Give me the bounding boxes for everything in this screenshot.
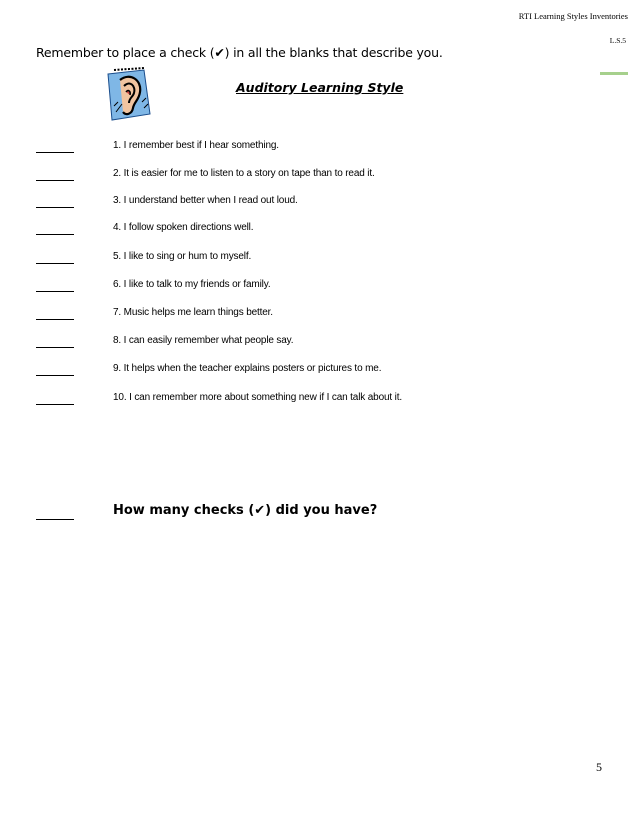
header-code: L.S.5 <box>609 36 626 45</box>
item-text: 7. Music helps me learn things better. <box>113 307 273 318</box>
item-text: 10. I can remember more about something new if I can talk about it. <box>113 392 402 403</box>
instructions: Remember to place a check (✔) in all the blanks that describe you. <box>36 45 443 60</box>
list-item <box>36 335 596 351</box>
check-blank[interactable] <box>36 263 74 264</box>
check-blank[interactable] <box>36 319 74 320</box>
item-text: 4. I follow spoken directions well. <box>113 222 254 233</box>
list-item <box>36 222 596 238</box>
list-item <box>36 279 596 295</box>
section-title: Auditory Learning Style <box>236 80 404 95</box>
check-blank[interactable] <box>36 152 74 153</box>
check-blank[interactable] <box>36 234 74 235</box>
item-text: 6. I like to talk to my friends or family. <box>113 279 271 290</box>
check-blank[interactable] <box>36 291 74 292</box>
header-title: RTI Learning Styles Inventories <box>518 11 628 21</box>
check-blank[interactable] <box>36 347 74 348</box>
count-blank[interactable] <box>36 519 74 520</box>
item-text: 2. It is easier for me to listen to a story on tape than to read it. <box>113 168 375 179</box>
check-blank[interactable] <box>36 207 74 208</box>
count-question: How many checks (✔) did you have? <box>113 503 378 518</box>
document-header <box>519 10 628 45</box>
check-blank[interactable] <box>36 404 74 405</box>
check-blank[interactable] <box>36 180 74 181</box>
check-blank[interactable] <box>36 375 74 376</box>
item-text: 5. I like to sing or hum to myself. <box>113 251 252 262</box>
item-text: 3. I understand better when I read out loud. <box>113 195 298 206</box>
item-text: 8. I can easily remember what people say. <box>113 335 294 346</box>
list-item <box>36 168 596 184</box>
list-item <box>36 140 596 156</box>
list-item <box>36 195 596 211</box>
item-text: 1. I remember best if I hear something. <box>113 140 279 151</box>
page-number: 5 <box>596 760 602 774</box>
list-item <box>36 307 596 323</box>
header-accent-bar <box>600 72 628 75</box>
list-item <box>36 251 596 267</box>
ear-icon <box>104 66 152 122</box>
item-text: 9. It helps when the teacher explains posters or pictures to me. <box>113 363 382 374</box>
list-item <box>36 392 596 408</box>
list-item <box>36 363 596 379</box>
